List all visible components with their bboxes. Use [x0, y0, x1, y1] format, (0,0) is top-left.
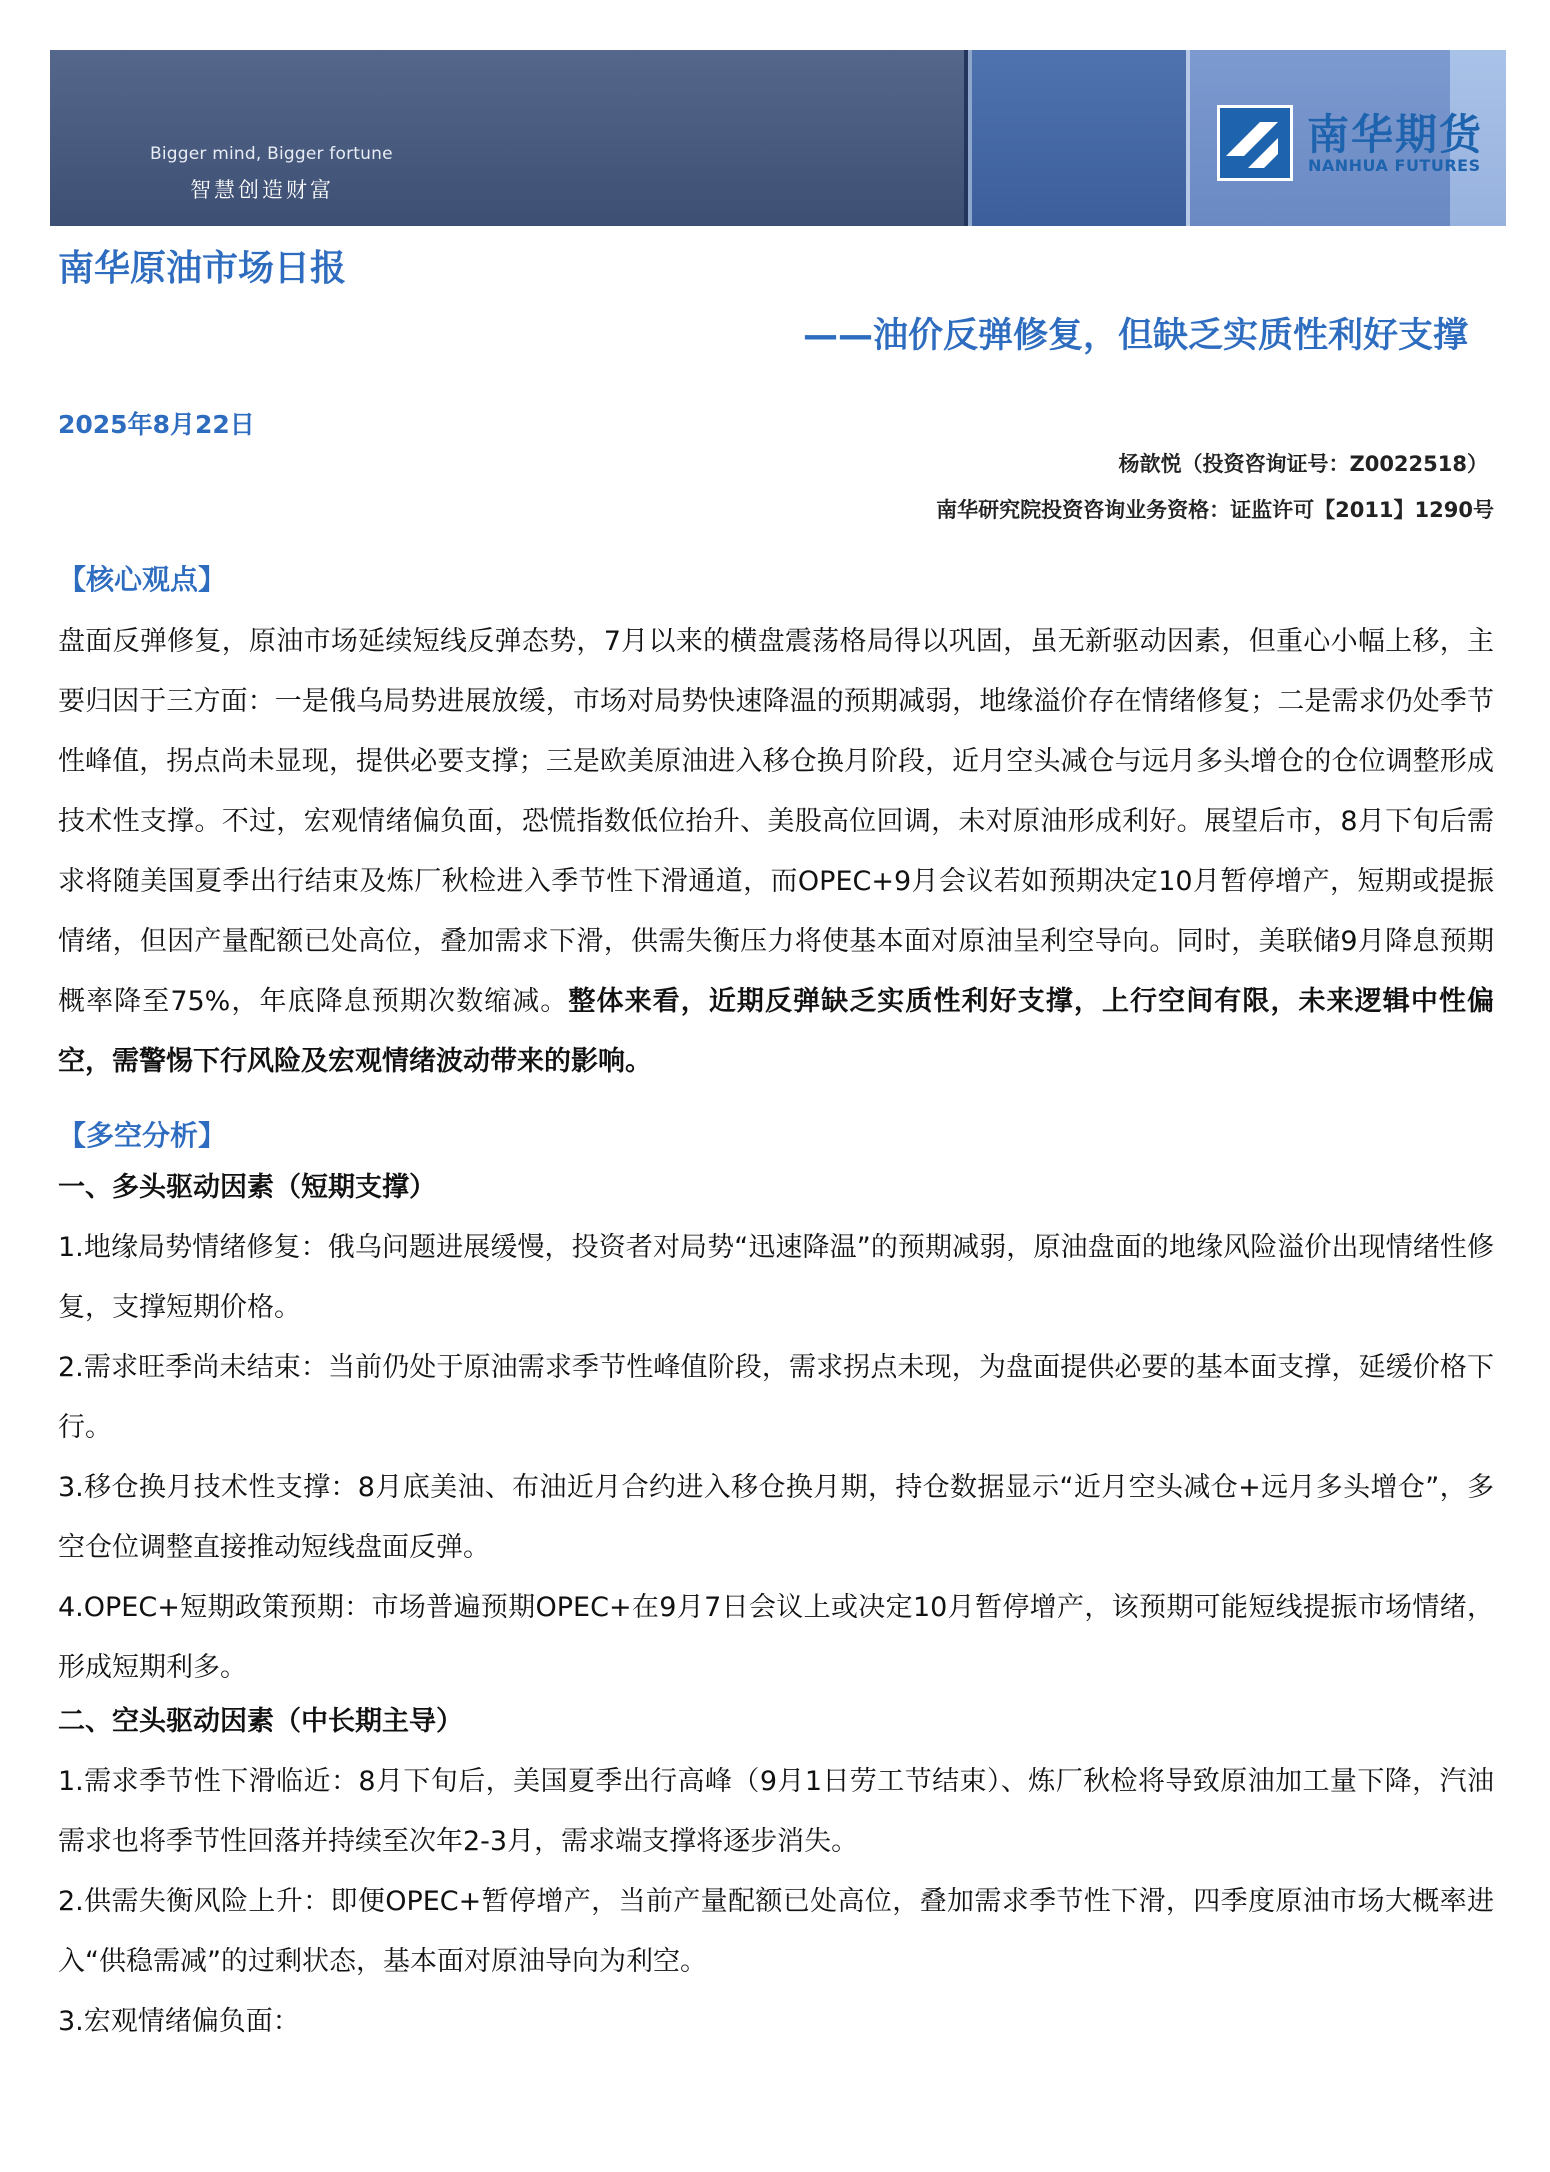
bear-item: 2.供需失衡风险上升：即便OPEC+暂停增产，当前产量配额已处高位，叠加需求季节性下滑，四季度原油市场大概率进入“供稳需减”的过剩状态，基本面对原油导向为利空。 — [58, 1886, 1494, 1977]
report-title: 南华原油市场日报 — [58, 248, 347, 289]
core-view-paragraph — [58, 612, 1494, 1092]
license-line: 南华研究院投资咨询业务资格：证监许可【2011】1290号 — [936, 498, 1494, 522]
bear-item: 1.需求季节性下滑临近：8月下旬后，美国夏季出行高峰（9月1日劳工节结束）、炼厂秋检将导致原油加工量下降，汽油需求也将季节性回落并持续至次年2-3月，需求端支撑将逐步消失。 — [58, 1766, 1494, 1857]
bull-item: 1.地缘局势情绪修复：俄乌问题进展缓慢，投资者对局势“迅速降温”的预期减弱，原油盘面的地缘风险溢价出现情绪性修复，支撑短期价格。 — [58, 1232, 1494, 1323]
bear-factors-heading: 二、空头驱动因素（中长期主导） — [58, 1706, 463, 1737]
core-view-conclusion: 整体来看，近期反弹缺乏实质性利好支撑，上行空间有限，未来逻辑中性偏空，需警惕下行风险及宏观情绪波动带来的影响。 — [58, 986, 1495, 1077]
report-date: 2025年8月22日 — [58, 410, 255, 439]
report-subtitle: ——油价反弹修复，但缺乏实质性利好支撑 — [802, 316, 1468, 356]
bull-item: 3.移仓换月技术性支撑：8月底美油、布油近月合约进入移仓换月期，持仓数据显示“近月空头减仓+远月多头增仓”，多空仓位调整直接推动短线盘面反弹。 — [58, 1472, 1494, 1563]
banner-band-mid — [972, 50, 1186, 226]
bear-item: 3.宏观情绪偏负面： — [58, 2006, 300, 2037]
banner-band-dark — [50, 50, 964, 226]
bull-factors-heading: 一、多头驱动因素（短期支撑） — [58, 1172, 436, 1203]
header-banner — [50, 50, 1506, 226]
logo-company-name-english: NANHUA FUTURES — [1308, 156, 1481, 175]
report-body — [58, 560, 1494, 2052]
analysis-heading: 【多空分析】 — [58, 1119, 227, 1152]
nanhua-logo-icon — [1217, 105, 1293, 181]
slogan-chinese: 智慧创造财富 — [190, 178, 334, 202]
slogan-english: Bigger mind, Bigger fortune — [150, 144, 393, 164]
bull-item: 4.OPEC+短期政策预期：市场普遍预期OPEC+在9月7日会议上或决定10月暂停增产，该预期可能短线提振市场情绪，形成短期利多。 — [58, 1592, 1494, 1683]
core-view-text: 盘面反弹修复，原油市场延续短线反弹态势，7月以来的横盘震荡格局得以巩固，虽无新驱动因素，但重心小幅上移，主要归因于三方面：一是俄乌局势进展放缓，市场对局势快速降温的预期减弱，地缘溢价存在情绪修复；二是需求仍处季节性峰值，拐点尚未显现，提供必要支撑；三是欧美原油进入移仓换月阶段，近月空头减仓与远月多头增仓的仓位调整形成技术性支撑。不过，宏观情绪偏负面，恐慌指数低位抬升、美股高位回调，未对原油形成利好。展望后市，8月下旬后需求将随美国夏季出行结束及炼厂秋检进入季节性下滑通道，而OPEC+9月会议若如预期决定10月暂停增产，短期或提振情绪，但因产量配额已处高位，叠加需求下滑，供需失衡压力将使基本面对原油呈利空导向。同时，美联储9月降息预期概率降至75%，年底降息预期次数缩减。 — [58, 626, 1494, 1017]
author-line: 杨歆悦（投资咨询证号：Z0022518） — [1118, 452, 1488, 476]
logo-company-name: 南华期货 — [1307, 110, 1484, 159]
bull-item: 2.需求旺季尚未结束：当前仍处于原油需求季节性峰值阶段，需求拐点未现，为盘面提供必要的基本面支撑，延缓价格下行。 — [58, 1352, 1494, 1443]
core-view-heading: 【核心观点】 — [58, 563, 227, 596]
